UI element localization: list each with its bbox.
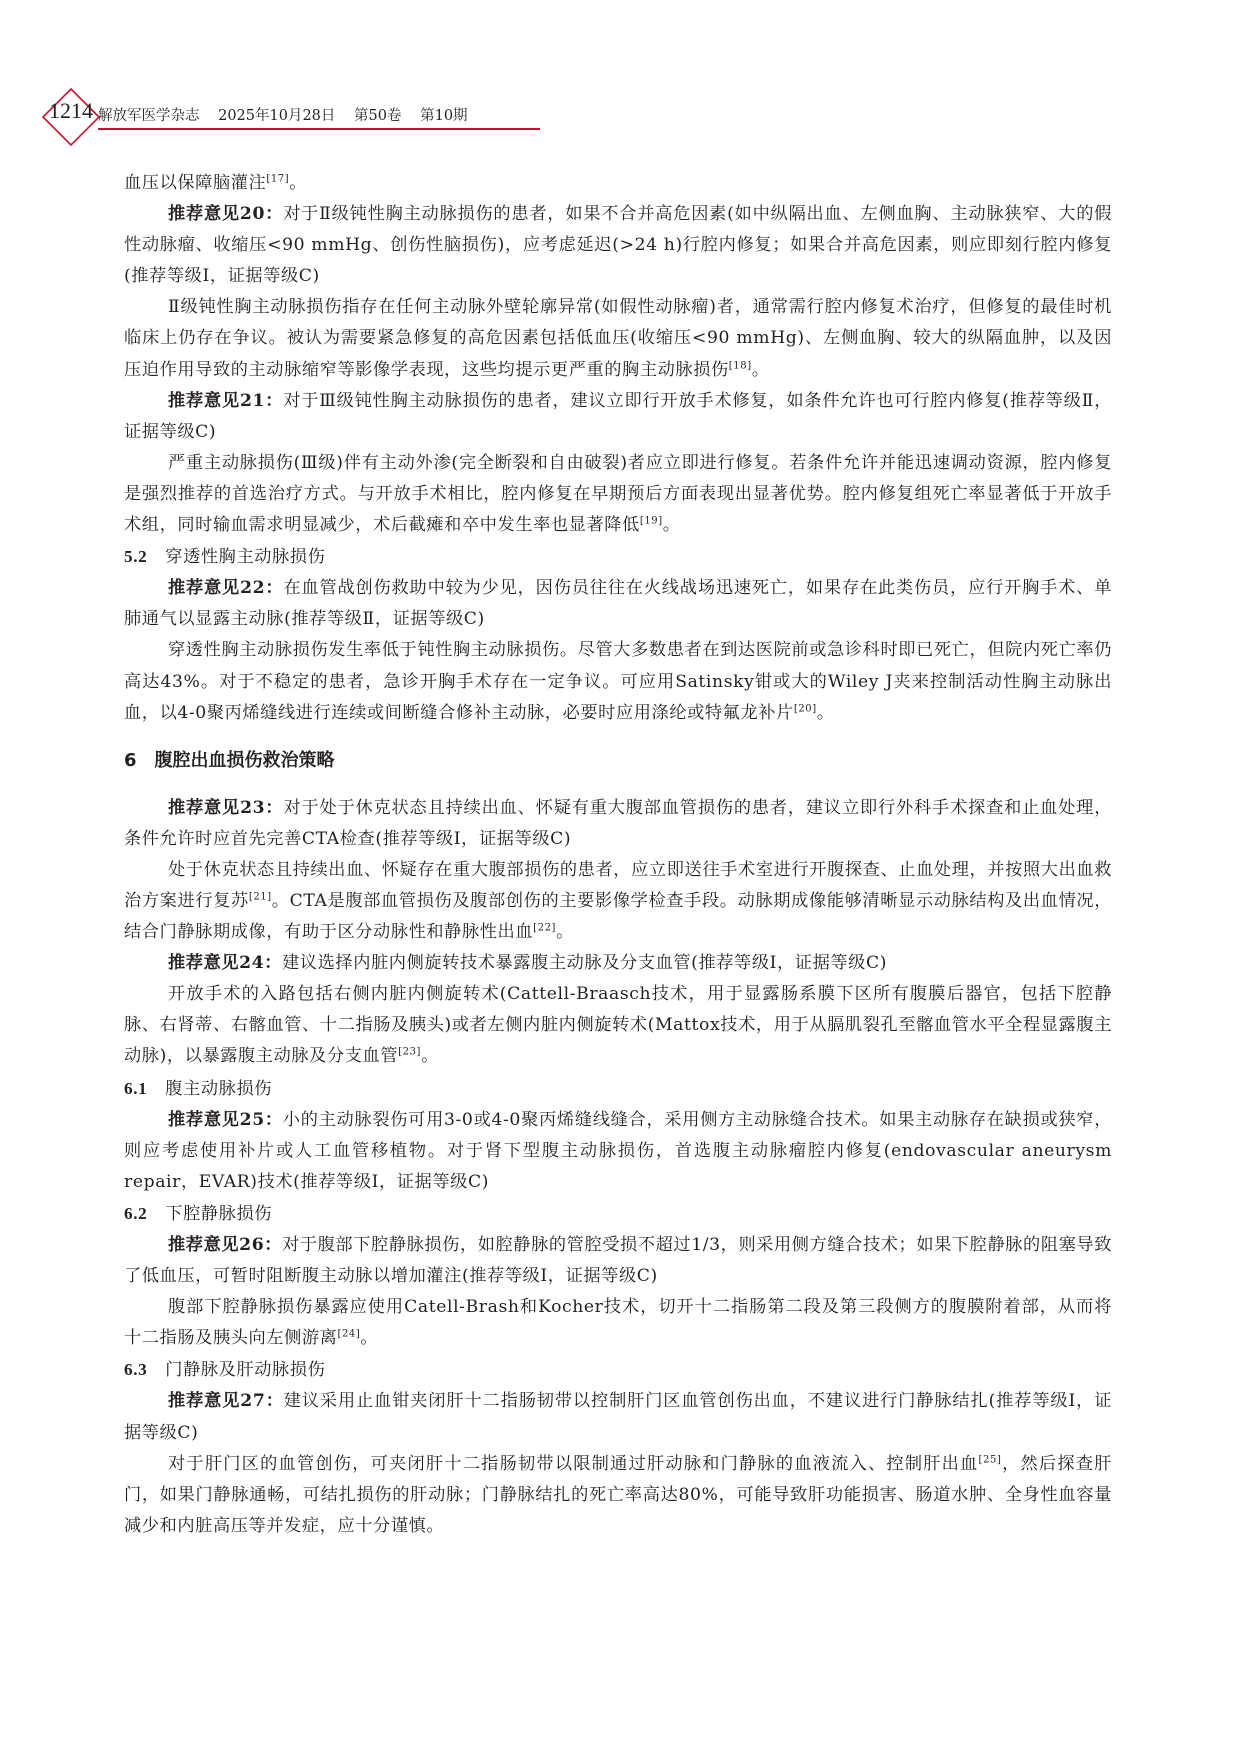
- issue: 第10期: [420, 108, 468, 124]
- article-body: [124, 168, 1112, 1542]
- page-number: 1214: [49, 98, 93, 123]
- recommendation-label: 推荐意见21：: [168, 390, 284, 411]
- citation-ref: [17]: [266, 173, 290, 185]
- paragraph-text: 。: [662, 515, 681, 536]
- recommendation-text: 小的主动脉裂伤可用3-0或4-0聚丙烯缝线缝合，采用侧方主动脉缝合技术。如果主动脉存在缺损或狭窄，则应考虑使用补片或人工血管移植物。对于肾下型腹主动脉损伤，首选腹主动脉瘤腔内修复(endovascular aneurysm repair，EVAR)技术(推荐等级Ⅰ，证据等级C): [124, 1109, 1112, 1192]
- recommendation-label: 推荐意见25：: [168, 1109, 283, 1130]
- citation-ref: [25]: [978, 1453, 1002, 1465]
- subsection-title: 门静脉及肝动脉损伤: [165, 1360, 326, 1381]
- body-paragraph: [124, 1292, 1112, 1354]
- subsection-heading: [124, 1073, 1112, 1105]
- recommendation: [124, 199, 1112, 292]
- subsection-title: 下腔静脉损伤: [165, 1203, 273, 1224]
- body-paragraph: [124, 292, 1112, 385]
- subsection-number: 6.2: [124, 1203, 148, 1223]
- recommendation-label: 推荐意见26：: [168, 1235, 283, 1255]
- journal-name: 解放军医学杂志: [98, 108, 200, 124]
- paragraph-text: 严重主动脉损伤(Ⅲ级)伴有主动外渗(完全断裂和自由破裂)者应立即进行修复。若条件允许并能迅速调动资源，腔内修复是强烈推荐的首选治疗方式。与开放手术相比，腔内修复在早期预后方面表现出显著优势。腔内修复组死亡率显著低于开放手术组，同时输血需求明显减少，术后截瘫和卒中发生率也显著降低: [124, 452, 1112, 536]
- recommendation: [124, 1230, 1112, 1292]
- citation-ref: [18]: [728, 359, 752, 371]
- citation-ref: [23]: [398, 1046, 422, 1058]
- subsection-title: 穿透性胸主动脉损伤: [165, 547, 326, 568]
- paragraph-text: 穿透性胸主动脉损伤发生率低于钝性胸主动脉损伤。尽管大多数患者在到达医院前或急诊科时即已死亡，但院内死亡率仍高达43%。对于不稳定的患者，急诊开胸手术存在一定争议。可应用Satinsky钳或大的Wiley J夹来控制活动性胸主动脉出血，以4-0聚丙烯缝线进行连续或间断缝合修补主动脉，必要时应用涤纶或特氟龙补片: [124, 640, 1112, 723]
- paragraph-text: 。: [751, 359, 770, 380]
- recommendation-label: 推荐意见22：: [168, 578, 284, 599]
- recommendation-text: 对于处于休克状态且持续出血、怀疑有重大腹部血管损伤的患者，建议立即行外科手术探查和止血处理，条件允许时应首先完善CTA检查(推荐等级Ⅰ，证据等级C): [124, 797, 1112, 849]
- recommendation-label: 推荐意见27：: [168, 1391, 284, 1412]
- body-paragraph: [124, 448, 1112, 541]
- section-title: 腹腔出血损伤救治策略: [154, 749, 335, 771]
- recommendation-label: 推荐意见24：: [168, 953, 283, 974]
- citation-ref: [19]: [639, 515, 663, 527]
- recommendation: [124, 793, 1112, 855]
- volume: 第50卷: [354, 108, 402, 124]
- citation-ref: [20]: [793, 702, 817, 714]
- running-head: [98, 104, 482, 125]
- subsection-heading: [124, 1198, 1112, 1230]
- page-header: [38, 84, 540, 150]
- recommendation: [124, 1386, 1112, 1448]
- recommendation-text: 对于Ⅱ级钝性胸主动脉损伤的患者，如果不合并高危因素(如中纵隔出血、左侧血胸、主动脉狭窄、大的假性动脉瘤、收缩压<90 mmHg、创伤性脑损伤)，应考虑延迟(>24 h)行腔内修复；如果合并高危因素，则应即刻行腔内修复(推荐等级Ⅰ，证据等级C): [124, 204, 1112, 287]
- recommendation-text: 建议选择内脏内侧旋转技术暴露腹主动脉及分支血管(推荐等级Ⅰ，证据等级C): [282, 953, 888, 974]
- body-paragraph: [124, 168, 1112, 199]
- recommendation-label: 推荐意见20：: [168, 204, 284, 225]
- recommendation-label: 推荐意见23：: [168, 797, 284, 818]
- recommendation-text: 在血管战创伤救助中较为少见，因伤员往往在火线战场迅速死亡，如果存在此类伤员，应行开胸手术、单肺通气以显露主动脉(推荐等级Ⅱ，证据等级C): [124, 578, 1112, 630]
- header-rule: [98, 128, 540, 130]
- paragraph-text: 。: [421, 1046, 439, 1067]
- paragraph-text: 。CTA是腹部血管损伤及腹部创伤的主要影像学检查手段。动脉期成像能够清晰显示动脉结构及出血情况，结合门静脉期成像，有助于区分动脉性和静脉性出血: [124, 890, 1113, 943]
- paragraph-text: 血压以保障脑灌注: [124, 173, 267, 193]
- issue-date: 2025年10月28日: [218, 108, 336, 124]
- paragraph-text: 。: [289, 173, 308, 193]
- paragraph-text: ，然后探查肝门，如果门静脉通畅，可结扎损伤的肝动脉；门静脉结扎的死亡率高达80%，可能导致肝功能损害、肠道水肿、全身性血容量减少和内脏高压等并发症，应十分谨慎。: [124, 1453, 1112, 1536]
- recommendation-text: 对于Ⅲ级钝性胸主动脉损伤的患者，建议立即行开放手术修复，如条件允许也可行腔内修复(推荐等级Ⅱ，证据等级C): [124, 390, 1112, 442]
- subsection-number: 6.1: [124, 1078, 148, 1098]
- citation-ref: [21]: [248, 891, 272, 903]
- paragraph-text: 开放手术的入路包括右侧内脏内侧旋转术(Cattell-Braasch技术，用于显露肠系膜下区所有腹膜后器官，包括下腔静脉、右肾蒂、右髂血管、十二指肠及胰头)或者左侧内脏内侧旋转术(Mattox技术，用于从膈肌裂孔至髂血管水平全程显露腹主动脉)，以暴露腹主动脉及分支血管: [124, 984, 1112, 1067]
- recommendation-text: 建议采用止血钳夹闭肝十二指肠韧带以控制肝门区血管创伤出血，不建议进行门静脉结扎(推荐等级Ⅰ，证据等级C): [124, 1391, 1112, 1443]
- body-paragraph: [124, 1449, 1112, 1542]
- body-paragraph: [124, 979, 1112, 1072]
- subsection-heading: [124, 541, 1112, 573]
- subsection-number: 5.2: [124, 547, 148, 567]
- section-heading: [124, 745, 1112, 777]
- paragraph-text: 对于肝门区的血管创伤，可夹闭肝十二指肠韧带以限制通过肝动脉和门静脉的血液流入、控制肝出血: [168, 1453, 979, 1474]
- subsection-title: 腹主动脉损伤: [165, 1078, 273, 1099]
- citation-ref: [24]: [337, 1328, 361, 1340]
- paragraph-text: 腹部下腔静脉损伤暴露应使用Catell-Brash和Kocher技术，切开十二指肠第二段及第三段侧方的腹膜附着部，从而将十二指肠及胰头向左侧游离: [124, 1297, 1112, 1349]
- recommendation: [124, 573, 1112, 635]
- body-paragraph: [124, 855, 1112, 948]
- paragraph-text: Ⅱ级钝性胸主动脉损伤指存在任何主动脉外壁轮廓异常(如假性动脉瘤)者，通常需行腔内修复术治疗，但修复的最佳时机临床上仍存在争议。被认为需要紧急修复的高危因素包括低血压(收缩压<90 mmHg)、左侧血胸、较大的纵隔血肿，以及因压迫作用导致的主动脉缩窄等影像学表现，这些均提示更严重的胸主动脉损伤: [124, 297, 1112, 380]
- paragraph-text: 处于休克状态且持续出血、怀疑存在重大腹部损伤的患者，应立即送往手术室进行开腹探查、止血处理，并按照大出血救治方案进行复苏: [124, 859, 1112, 911]
- recommendation: [124, 386, 1112, 448]
- body-paragraph: [124, 635, 1112, 728]
- paragraph-text: 。: [816, 702, 835, 723]
- paragraph-text: 。: [556, 922, 574, 943]
- paragraph-text: 。: [360, 1328, 379, 1349]
- recommendation: [124, 948, 1112, 979]
- recommendation: [124, 1105, 1112, 1198]
- subsection-heading: [124, 1354, 1112, 1386]
- citation-ref: [22]: [533, 922, 557, 934]
- section-number: 6: [124, 749, 137, 771]
- recommendation-text: 对于腹部下腔静脉损伤，如腔静脉的管腔受损不超过1/3，则采用侧方缝合技术；如果下腔静脉的阻塞导致了低血压，可暂时阻断腹主动脉以增加灌注(推荐等级Ⅰ，证据等级C): [124, 1235, 1112, 1287]
- subsection-number: 6.3: [124, 1360, 148, 1380]
